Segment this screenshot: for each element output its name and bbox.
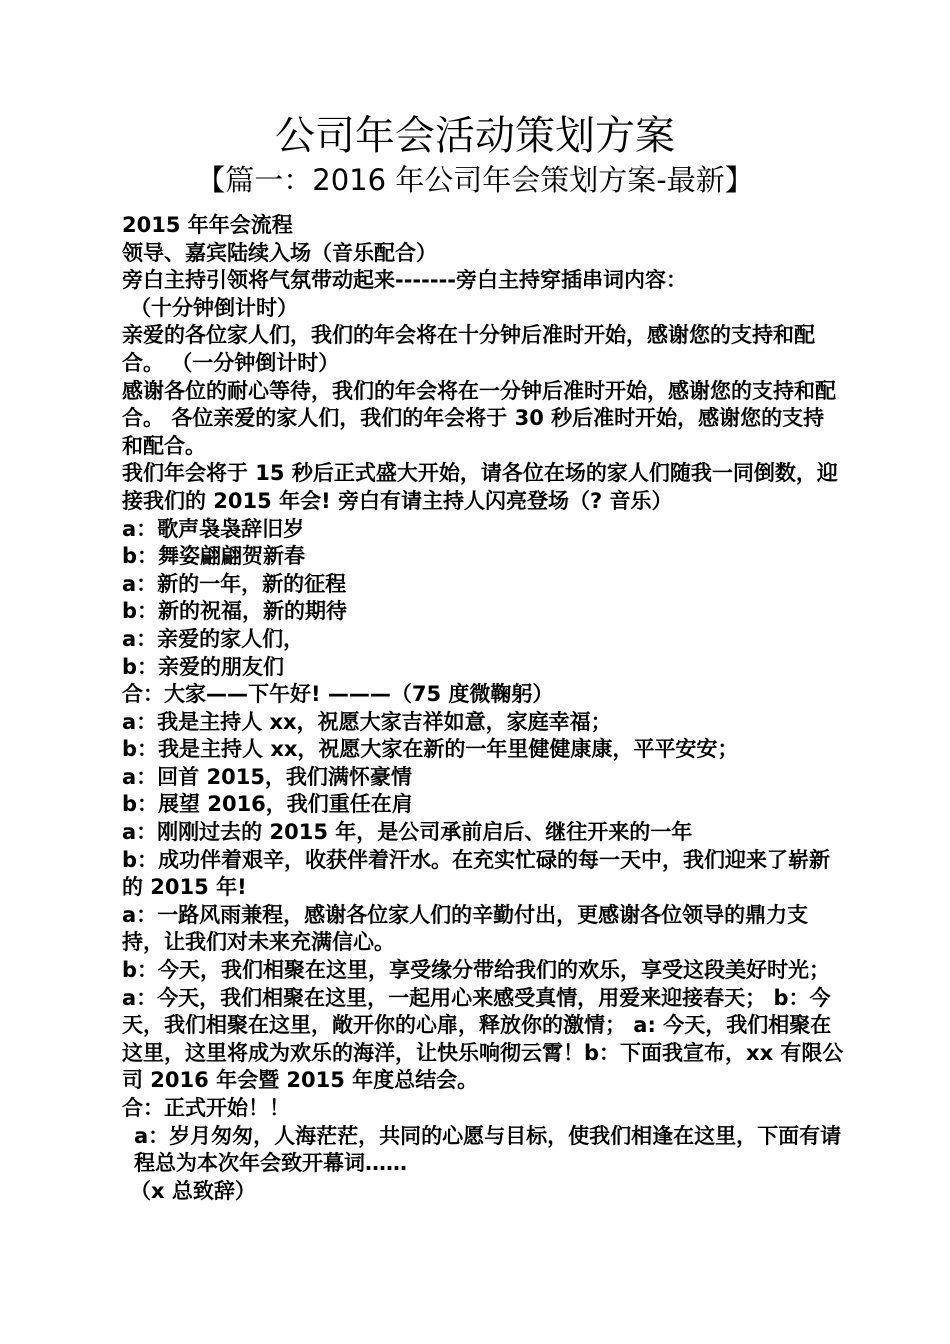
body-paragraph: 感谢各位的耐心等待，我们的年会将在一分钟后准时开始，感谢您的支持和配合。 各位亲爱的家人们，我们的年会将于 30 秒后准时开始，感谢您的支持和配合。 — [122, 378, 836, 458]
body-paragraph: 我们年会将于 15 秒后正式盛大开始，请各位在场的家人们随我一同倒数，迎接我们的 2015 年会! 旁白有请主持人闪亮登场（? 音乐） — [122, 461, 838, 513]
body-paragraph: 旁白主持引领将气氛带动起来-------旁白主持穿插串词内容： — [122, 268, 688, 293]
body-paragraph: a：岁月匆匆，人海茫茫，共同的心愿与目标，使我们相逢在这里，下面有请程总为本次年会致开幕词…… — [134, 1123, 842, 1176]
document-subtitle: 【篇一：2016 年公司年会策划方案-最新】 — [196, 163, 754, 197]
body-paragraph: a：新的一年，新的征程 — [122, 571, 347, 596]
document-title: 公司年会活动策划方案 — [275, 113, 675, 159]
body-paragraph: （x 总致辞） — [130, 1178, 256, 1203]
body-paragraph: b：新的祝福，新的期待 — [122, 599, 348, 624]
body-paragraph: a：我是主持人 xx，祝愿大家吉祥如意，家庭幸福； — [122, 709, 612, 734]
body-paragraph: 合：大家——下午好! ———（75 度微鞠躬） — [122, 682, 554, 707]
body-paragraph: a：歌声袅袅辞旧岁 — [122, 516, 305, 541]
body-paragraph: 2015 年年会流程 — [122, 213, 293, 237]
body-paragraph: 领导、嘉宾陆续入场（音乐配合） — [122, 240, 437, 265]
body-paragraph: b：我是主持人 xx，祝愿大家在新的一年里健健康康，平平安安； — [122, 737, 739, 762]
body-paragraph: b：今天，我们相聚在这里，享受缘分带给我们的欢乐，享受这段美好时光； a：今天，我们相聚在这里，一起用心来感受真情，用爱来迎接春天； b：今天，我们相聚在这里，敞开你的心扉，释放你的激情； a: 今天，我们相聚在这里，这里将成为欢乐的海洋，让快乐响彻云霄！b：下面我宣布，xx 有限公司 2016 年会暨 2015 年度总结会。 — [122, 958, 844, 1093]
body-paragraph: a：回首 2015，我们满怀豪情 — [122, 764, 412, 789]
body-paragraph: a：一路风雨兼程，感谢各位家人们的辛勤付出，更感谢各位领导的鼎力支持，让我们对未来充满信心。 — [122, 902, 809, 955]
body-paragraph: b：成功伴着艰辛，收获伴着汗水。在充实忙碌的每一天中，我们迎来了崭新的 2015 年! — [122, 847, 831, 900]
body-paragraph: a：刚刚过去的 2015 年，是公司承前启后、继往开来的一年 — [122, 820, 693, 845]
document-body — [114, 212, 844, 1205]
body-paragraph: b：亲爱的朋友们 — [122, 654, 285, 679]
body-paragraph: b：展望 2016，我们重任在肩 — [122, 792, 413, 817]
body-paragraph: 合：正式开始！！ — [122, 1096, 290, 1120]
body-paragraph: a：亲爱的家人们， — [122, 626, 305, 651]
body-paragraph: b：舞姿翩翩贺新春 — [122, 544, 306, 569]
body-paragraph: （十分钟倒计时） — [130, 295, 298, 320]
body-paragraph: 亲爱的各位家人们，我们的年会将在十分钟后准时开始，感谢您的支持和配合。 （一分钟倒计时） — [122, 323, 815, 375]
